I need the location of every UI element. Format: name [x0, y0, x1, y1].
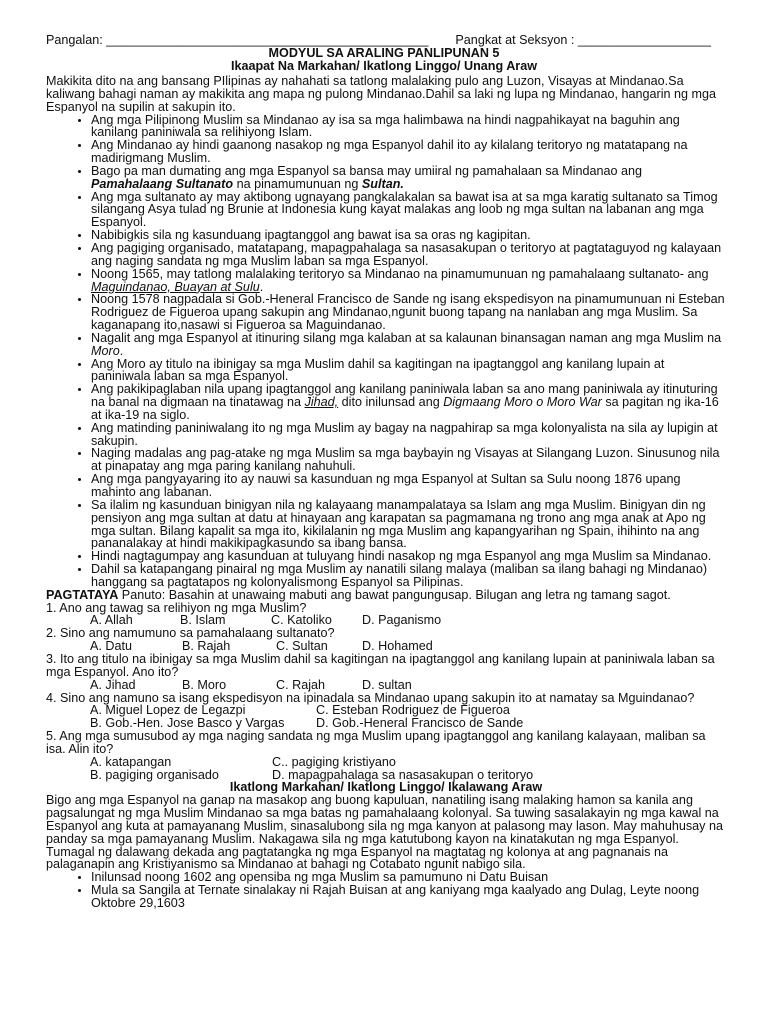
list-item: • Naging madalas ang pag-atake ng mga Muslim sa mga baybayin ng Visayas at Silangang Luzon. Sinusunog nila at pinapatay ang mga paring kanilang nahuhuli. — [91, 447, 726, 473]
lesson-body — [46, 75, 726, 910]
answer-option[interactable]: D. sultan — [362, 677, 412, 692]
list-item: • Noong 1578 nagpadala si Gob.-Heneral Francisco de Sande ng isang ekspedisyon na pinamumunuan ni Esteban Rodriguez de Figueroa upang sakupin ang Mindanao,ngunit buong tapang na nanlaban ang mga Muslim. Sa kaganapang ito,nasawi si Figueroa sa Maguindanao. — [91, 293, 726, 332]
answer-option[interactable]: A. Datu — [90, 639, 132, 654]
answer-option[interactable]: C. Katoliko — [271, 613, 332, 628]
list-item: • Ang Mindanao ay hindi gaanong nasakop ng mga Espanyol dahil ito ay kilalang teritoryo ng matatapang na madirigmang Muslim. — [91, 139, 726, 165]
quiz-question: 4. Sino ang namuno sa isang ekspedisyon na ipinadala sa Mindanao upang sakupin ito at namatay sa Mguindanao? A. Miguel Lopez de Legazpi C. Esteban Rodriguez de Figueroa B. Gob.-Hen. Jose Basco y Vargas D. Gob.-Heneral Francisco de Sande — [46, 690, 695, 731]
answer-option[interactable]: B. pagiging organisado — [90, 767, 219, 782]
pagtataya-label: PAGTATAYA — [46, 587, 119, 602]
quiz-question: 5. Ang mga sumusubod ay mga naging sandata ng mga Muslim upang ipagtanggol ang kanilang kalayaan, maliban sa isa. Alin ito? A. katapangan C.. pagiging kristiyano B. pagiging organisado D. mapagpahalaga sa nasasakupan o teritoryo — [46, 729, 706, 782]
module-subtitle: Ikaapat Na Markahan/ Ikatlong Linggo/ Unang Araw — [230, 58, 538, 73]
quiz-question: 1. Ano ang tawag sa relihiyon ng mga Muslim? A. Allah B. Islam C. Katoliko D. Paganismo — [46, 600, 442, 628]
quiz-question: 3. Ito ang titulo na ibinigay sa mga Muslim dahil sa kagitingan na ipagtanggol ang kanilang lupain at paniniwala laban sa mga Espanyol. Ano ito? A. Jihad B. Moro C. Rajah D. sultan — [46, 651, 715, 692]
answer-option[interactable]: D. mapagpahalaga sa nasasakupan o teritoryo — [272, 767, 534, 782]
quiz-question: 2. Sino ang namumuno sa pamahalaang sultanato? A. Datu B. Rajah C. Sultan D. Hohamed — [46, 626, 433, 654]
list-item: • Ang mga pangyayaring ito ay nauwi sa kasunduan ng mga Espanyol at Sultan sa Sulu noong 1876 upang mahinto ang labanan. — [91, 473, 726, 499]
list-item: • Mula sa Sangila at Ternate sinalakay ni Rajah Buisan at ang kaniyang mga kaalyado ang Dulag, Leyte noong Oktobre 29,1603 — [91, 884, 726, 910]
answer-option[interactable]: A. Allah — [90, 613, 133, 628]
answer-option[interactable]: A. Miguel Lopez de Legazpi — [90, 703, 246, 718]
answer-option[interactable]: A. katapangan — [90, 754, 172, 769]
list-item: • Nabibigkis sila ng kasunduang ipagtanggol ang bawat isa sa oras ng kagipitan. — [91, 229, 726, 242]
section2-title: Ikatlong Markahan/ Ikatlong Linggo/ Ikalawang Araw — [229, 780, 543, 795]
answer-option[interactable]: B. Rajah — [182, 639, 231, 654]
answer-option[interactable]: B. Islam — [180, 613, 226, 628]
list-item: • Ang pagiging organisado, matatapang, mapagpahalaga sa nasasakupan o teritoryo at pagtataguyod ng kalayaan ang naging sandata ng mga Muslim laban sa mga Espanyol. — [91, 242, 726, 268]
answer-option[interactable]: C. Sultan — [276, 639, 328, 654]
name-field-label: Pangalan: ______________________________________________ — [46, 33, 429, 47]
answer-option[interactable]: B. Moro — [182, 677, 227, 692]
answer-option[interactable]: D. Gob.-Heneral Francisco de Sande — [316, 716, 524, 731]
list-item: • Ang Moro ay titulo na ibinigay sa mga Muslim dahil sa kagitingan na ipagtanggol ang kanilang lupain at paniniwala laban sa mga Espanyol. — [91, 358, 726, 384]
intro-paragraph: Makikita dito na ang bansang PIlipinas ay nahahati sa tatlong malalaking pulo ang Luzon, Visayas at Mindanao.Sa kaliwang bahagi naman ay makikita ang mapa ng pulong Mindanao.Dahil sa laki ng lupa ng Mindanao, hangarin ng mga Espanyol na supilin at sakupin ito. — [46, 74, 717, 114]
list-item: • Noong 1565, may tatlong malalaking teritoryo sa Mindanao na pinamumunuan ng pamahalaang sultanato- ang Maguindanao, Buayan at Sulu. — [91, 268, 726, 294]
list-item: • Nagalit ang mga Espanyol at itinuring silang mga kalaban at sa kalaunan binansagan naman ang mga Muslim na Moro. — [91, 332, 726, 358]
answer-option[interactable]: A. Jihad — [90, 677, 136, 692]
list-item: • Ang matinding paniniwalang ito ng mga Muslim ay bagay na nagpahirap sa mga kolonyalista na sila ay lupigin at sakupin. — [91, 422, 726, 448]
list-item: • Ang mga sultanato ay may aktibong ugnayang pangkalakalan sa bawat isa at sa mga karatig sultanato sa Timog silangang Asya tulad ng Brunie at Indonesia kung kayat malakas ang loob ng mga sultan na labanan ang mga Espanyol. — [91, 191, 726, 230]
list-item: • Hindi nagtagumpay ang kasunduan at tuluyang hindi nasakop ng mga Espanyol ang mga Muslim sa Mindanao. — [91, 550, 726, 563]
answer-option[interactable]: D. Paganismo — [362, 613, 442, 628]
list-item: • Sa ilalim ng kasunduan binigyan nila ng kalayaang manampalataya sa Islam ang mga Muslim. Binigyan din ng pensiyon ang mga sultan at datu at hinayaan ang karapatan sa pagmamana ng trono ang mga anak at Apo ng mga sultan. Bilang kapalit sa mga ito, kikilalanin ng mga Muslim ang kapangyarihan ng Spain, ihihinto na ang pananalakay at hindi makikipagkasundo sa ibang bansa. — [91, 499, 726, 550]
list-item: • Dahil sa katapangang pinairal ng mga Muslim ay nanatili silang malaya (maliban sa ilang bahagi ng Mindanao) hanggang sa pagtatapos ng kolonyalismong Espanyol sa Pilipinas. — [91, 563, 726, 589]
answer-option[interactable]: C. Esteban Rodriguez de Figueroa — [316, 703, 510, 718]
list-item: • Inilunsad noong 1602 ang opensiba ng mga Muslim sa pamumuno ni Datu Buisan — [91, 871, 726, 884]
section2-bullet-list — [46, 871, 726, 910]
lesson-bullet-list — [46, 114, 726, 589]
module-title: MODYUL SA ARALING PANLIPUNAN 5 — [268, 46, 500, 60]
section-field-label: Pangkat at Seksyon : ___________________ — [455, 33, 711, 47]
pagtataya-instructions: PAGTATAYA Panuto: Basahin at unawaing mabuti ang bawat pangungusap. Bilugan ang letra ng tamang sagot. — [46, 587, 671, 602]
list-item: • Ang pakikipaglaban nila upang ipagtanggol ang kanilang paniniwala laban sa ano mang paniniwala ay itinuturing na banal na digmaan na tinatawag na Jihad, dito inilunsad ang Digmaang Moro o Moro War sa pagitan ng ika-16 at ika-19 na siglo. — [91, 383, 726, 422]
answer-option[interactable]: B. Gob.-Hen. Jose Basco y Vargas — [90, 716, 285, 731]
list-item: • Ang mga Pilipinong Muslim sa Mindanao ay isa sa mga halimbawa na hindi nagpahikayat na baguhin ang kanilang paniniwala sa relihiyong Islam. — [91, 114, 726, 140]
answer-option[interactable]: D. Hohamed — [362, 639, 433, 654]
answer-option[interactable]: C.. pagiging kristiyano — [272, 754, 396, 769]
section2-paragraph: Bigo ang mga Espanyol na ganap na masakop ang buong kapuluan, nanatiling isang malaking hamon sa kanila ang pagsalungat ng mga Muslim Mindanao sa mga batas ng pamahalaang kolonyal. Sa tuwing sasalakayin ng mga kawal na Espanyol ang kuta at pamayanang Muslim, sinasalubong sila ng mga kanyon at palasong may lason. May mahuhusay na panday sa mga pamayanang Muslim. Nakagawa sila ng mga katutubong kayon na kinatakutan ng mga Espanyol. Tumagal ng dalawang dekada ang pagtatangka ng mga Espanyol na magtatag ng kolonya at ang pagnanais na palaganapin ang Kristiyanismo sa Mindanao at bahagi ng Cotabato ngunit nabigo sila. — [46, 793, 723, 872]
answer-option[interactable]: C. Rajah — [276, 677, 325, 692]
list-item: • Bago pa man dumating ang mga Espanyol sa bansa may umiiral ng pamahalaan sa Mindanao ang Pamahalaang Sultanato na pinamumunuan ng Sultan. — [91, 165, 726, 191]
